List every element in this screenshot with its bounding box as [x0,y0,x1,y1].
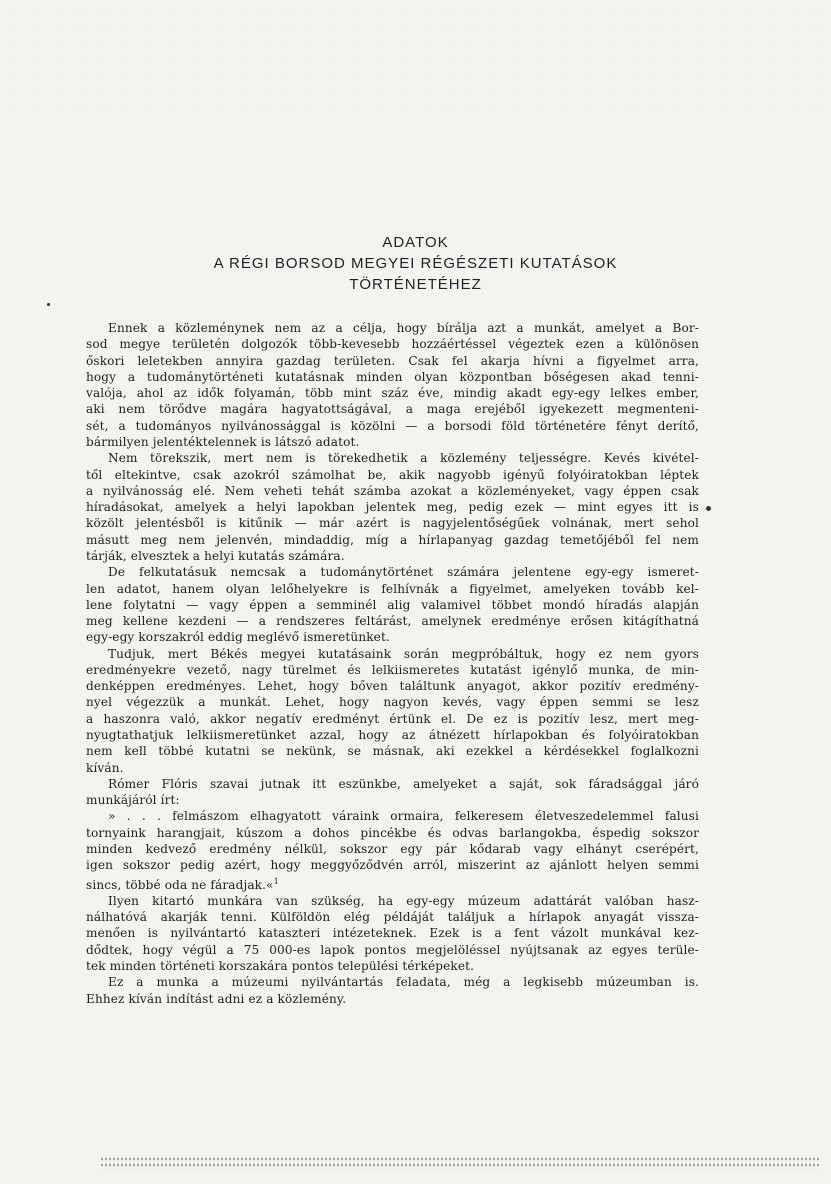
text-line: nem kell többé kutatni se nekünk, se másnak, aki ezekkel a kérdésekkel foglalkozni [86,744,699,759]
text-line: munkájáról írt: [86,793,180,808]
text-line: Ehhez kíván indítást adni ez a közlemény. [86,991,347,1006]
title-line-2: A RÉGI BORSOD MEGYEI RÉGÉSZETI KUTATÁSOK [213,255,618,272]
scan-speck [706,506,711,511]
text-line: De felkutatásuk nemcsak a tudománytörténet számára jelentene egy-egy ismeret- [108,565,699,580]
text-line: menően is nyilvántartó kataszteri intézeteknek. Ezek is a fent vázolt munkával kez- [86,926,699,941]
text-line: sét, a tudományos nyilvánossággal is közölni — a borsodi föld történetére fényt derítő, [86,418,699,433]
text-line: nyugtathatjuk lelkiismeretünket azzal, hogy az átnézett hírlapokban és folyóiratokban [86,728,699,743]
text-line: meg kellene kezdeni — a rendszeres feltárást, amelynek eredménye erősen kitágíthatná [86,614,699,629]
paragraph [86,974,699,1007]
text-line: valója, ahol az idők folyamán, több mint száz éve, mindig akadt egy-egy lelkes ember, [86,386,699,401]
title-line-1: ADATOK [382,234,449,251]
paragraph [86,646,699,776]
text-line: lene folytatni — vagy éppen a semminél alig valamivel többet mondó híradás alapján [86,597,699,612]
text-line: sod megye területén dolgozók több-kevesebb hozzáértéssel végeztek ezen a különösen [86,337,699,352]
scan-noise [0,0,831,120]
paragraph [86,776,699,809]
text-line: Ennek a közleménynek nem az a célja, hogy bírálja azt a munkát, amelyet a Bor- [108,321,699,335]
text-line: sincs, többé oda ne fáradjak.«$^1$ [86,876,279,892]
text-line: igen sokszor pedig azért, hogy meggyőződvén arról, miszerint az ajánlott helyen semmi [86,858,699,873]
text-line: minden kedvező eredmény nélkül, sokszor egy pár kődarab vagy elhányt cserépért, [86,842,699,856]
paragraph [86,808,699,892]
text-line: dődtek, hogy végül a 75 000-es lapok pontos megjelöléssel nyújtsanak az egyes terüle- [86,942,699,957]
text-line: híradásokat, amelyek a helyi lapokban jelentek meg, pedig ezek — mint egyes itt is [86,500,699,515]
title-line-3: TÖRTÉNETÉHEZ [349,276,482,293]
text-line: Nem törekszik, mert nem is törekedhetik a közlemény teljességre. Kevés kivétel- [108,451,699,466]
paragraph [86,564,699,645]
text-line: Rómer Flóris szavai jutnak itt eszünkbe, amelyeket a saját, sok fáradsággal járó [108,776,699,791]
text-line: nyel végezzük a munkát. Lehet, hogy nagyon kevés, vagy éppen semmi se lesz [86,695,699,710]
text-line: től eltekintve, csak azokról számolhat be, akik nagyobb igényű folyóiratokban léptek [86,467,699,482]
text-line: tárják, elvesztek a helyi kutatás számára. [86,548,345,563]
text-line: hogy a tudománytörténeti kutatásnak minden olyan központban bőségesen akad tenni- [86,369,699,384]
text-line: » . . . felmászom elhagyatott váraink ormaira, felkeresem életveszedelemmel falusi [108,809,699,824]
scan-speck [47,303,50,306]
text-line: denképpen eredményes. Lehet, hogy bőven találtunk anyagot, akkor pozitív eredmény- [86,679,699,694]
scan-noise-bottom [100,1156,820,1170]
text-line: len adatot, hanem olyan lelőhelyekre is felhívnák a figyelmet, amelyeken tovább kel- [86,581,699,596]
text-line: eredményekre vezető, nagy türelmet és lelkiismeretes kutatást igénylő munka, de min- [86,662,699,677]
text-line: tek minden történeti korszakára pontos települési térképeket. [86,959,475,973]
text-line: a haszonra való, akkor negatív eredményt értünk el. De ez is pozitív lesz, mert meg- [86,711,699,726]
text-line: Ilyen kitartó munkára van szükség, ha egy-egy múzeum adattárát valóban hasz- [108,893,699,908]
text-line: aki nem törődve magára hagyatottságával, a maga erejéből igyekezett megmenteni- [86,402,699,417]
text-line: a nyilvánosság elé. Nem veheti tehát számba azokat a közleményeket, vagy éppen csak [86,483,699,498]
text-line: őskori leletekben annyira gazdag területen. Csak fel akarja hívni a figyelmet arra, [86,353,699,368]
text-line: kíván. [86,760,124,775]
text-line: másutt meg nem jelenvén, mindaddig, míg a hírlapanyag gazdag temetőjéből fel nem [86,532,699,547]
text-line: tornyaink harangjait, kúszom a dohos pincékbe és odvas barlangokba, éspedig sokszor [86,825,699,840]
paragraph [86,893,699,974]
text-line: bármilyen jelentéktelennek is látszó adatot. [86,434,360,449]
text-line: közölt jelentésből is kitűnik — már azért is nagyjelentőségűek volnának, mert sehol [86,516,699,531]
text-line: nálhatóvá akarják tenni. Külföldön elég példáját találjuk a hírlapok anyagát vissza- [86,910,699,925]
paragraph [86,450,699,564]
paragraph [86,320,699,450]
text-line: egy-egy korszakról eddig meglévő ismeretünket. [86,630,390,645]
article-title [0,232,831,295]
text-line: Tudjuk, mert Békés megyei kutatásaink során megpróbáltuk, hogy ez nem gyors [108,646,699,661]
article-body [86,320,699,1007]
text-line: Ez a munka a múzeumi nyilvántartás feladata, még a legkisebb múzeumban is. [108,975,699,990]
footnote-marker: 1 [273,876,279,886]
